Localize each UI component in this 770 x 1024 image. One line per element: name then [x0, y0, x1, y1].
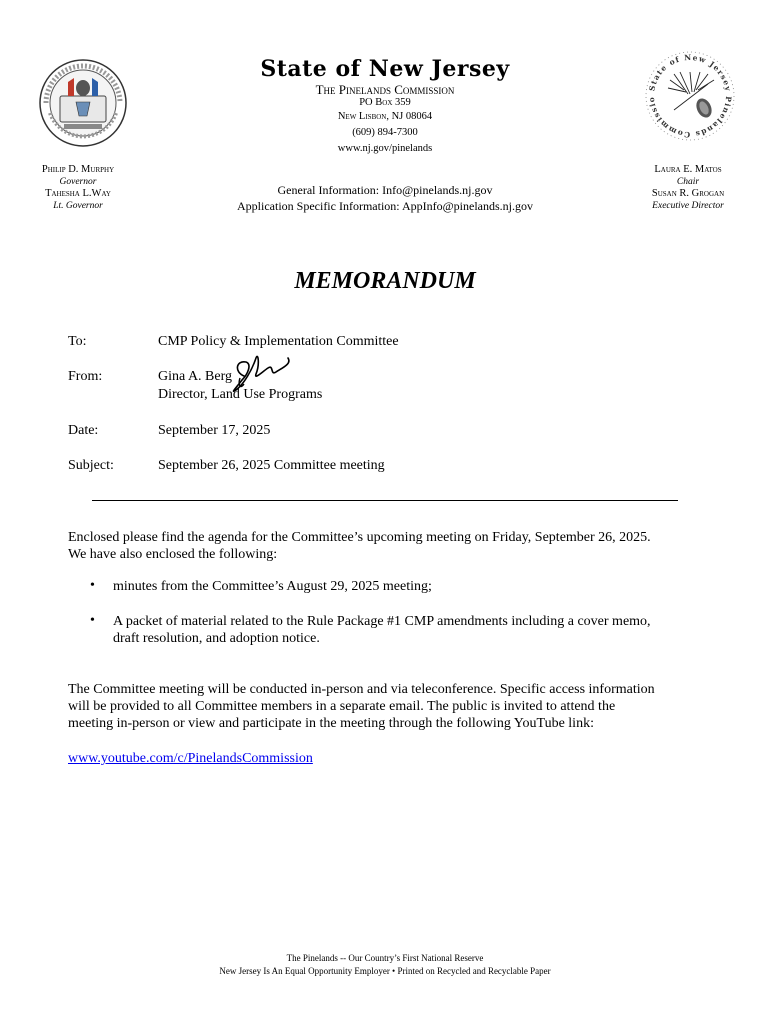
from-name: Gina A. Berg — [158, 369, 233, 384]
city-address: New Lisbon, NJ 08064 — [337, 111, 433, 122]
divider — [92, 500, 678, 501]
footer-line-2: New Jersey Is An Equal Opportunity Employer • Printed on Recycled and Recyclable Paper — [219, 966, 551, 976]
general-info-email: General Information: Info@pinelands.nj.gov — [277, 183, 493, 197]
commission-name: The Pinelands Commission — [315, 82, 455, 97]
footer-line-1: The Pinelands -- Our Country’s First National Reserve — [286, 953, 484, 963]
chair-title: Chair — [676, 177, 700, 187]
intro-line-1: Enclosed please find the agenda for the Committee’s upcoming meeting on Friday, September 26, 2025. — [68, 530, 651, 545]
memo-title: MEMORANDUM — [294, 268, 476, 294]
access-paragraph-line-3: meeting in-person or view and participate in the meeting through the following YouTube link: — [68, 716, 594, 731]
youtube-link[interactable]: www.youtube.com/c/PinelandsCommission — [68, 751, 313, 766]
to-label: To: — [68, 334, 87, 349]
from-title: Director, Land Use Programs — [158, 387, 323, 402]
date-value: September 17, 2025 — [158, 423, 271, 438]
po-box: PO Box 359 — [359, 97, 411, 108]
bullet-icon: • — [90, 578, 95, 593]
website: www.nj.gov/pinelands — [337, 143, 433, 154]
seal-ring-text: State of New Jersey Pinelands Commissio — [646, 52, 734, 140]
access-paragraph-line-2: will be provided to all Committee members in a separate email. The public is invited to attend the — [68, 699, 616, 714]
subject-label: Subject: — [68, 458, 114, 473]
date-label: Date: — [68, 423, 99, 438]
bullet-item-1: minutes from the Committee’s August 29, 2025 meeting; — [113, 579, 432, 594]
chair-name: Laura E. Matos — [654, 164, 722, 175]
to-value: CMP Policy & Implementation Committee — [158, 334, 399, 349]
executive-director-name: Susan R. Grogan — [651, 188, 725, 199]
great-seal-of-new-jersey-icon — [38, 58, 128, 148]
pinelands-commission-seal-icon — [644, 50, 736, 142]
lt-governor-title: Lt. Governor — [53, 201, 103, 211]
access-paragraph-line-1: The Committee meeting will be conducted in-person and via teleconference. Specific access information — [68, 682, 655, 697]
state-title: State of New Jersey — [260, 56, 510, 82]
subject-value: September 26, 2025 Committee meeting — [158, 458, 385, 473]
governor-title: Governor — [59, 177, 97, 187]
from-label: From: — [68, 369, 103, 384]
bullet-item-2-line-2: draft resolution, and adoption notice. — [113, 631, 320, 646]
lt-governor-name: Tahesha L.Way — [45, 188, 111, 199]
phone-number: (609) 894-7300 — [352, 127, 418, 138]
handwritten-signature — [226, 350, 296, 402]
executive-director-title: Executive Director — [652, 201, 724, 211]
intro-line-2: We have also enclosed the following: — [68, 547, 278, 562]
bullet-item-2-line-1: A packet of material related to the Rule Package #1 CMP amendments including a cover memo, — [113, 614, 651, 629]
governor-name: Philip D. Murphy — [41, 164, 115, 175]
application-info-email: Application Specific Information: AppInfo@pinelands.nj.gov — [237, 199, 533, 213]
bullet-icon: • — [90, 613, 95, 628]
